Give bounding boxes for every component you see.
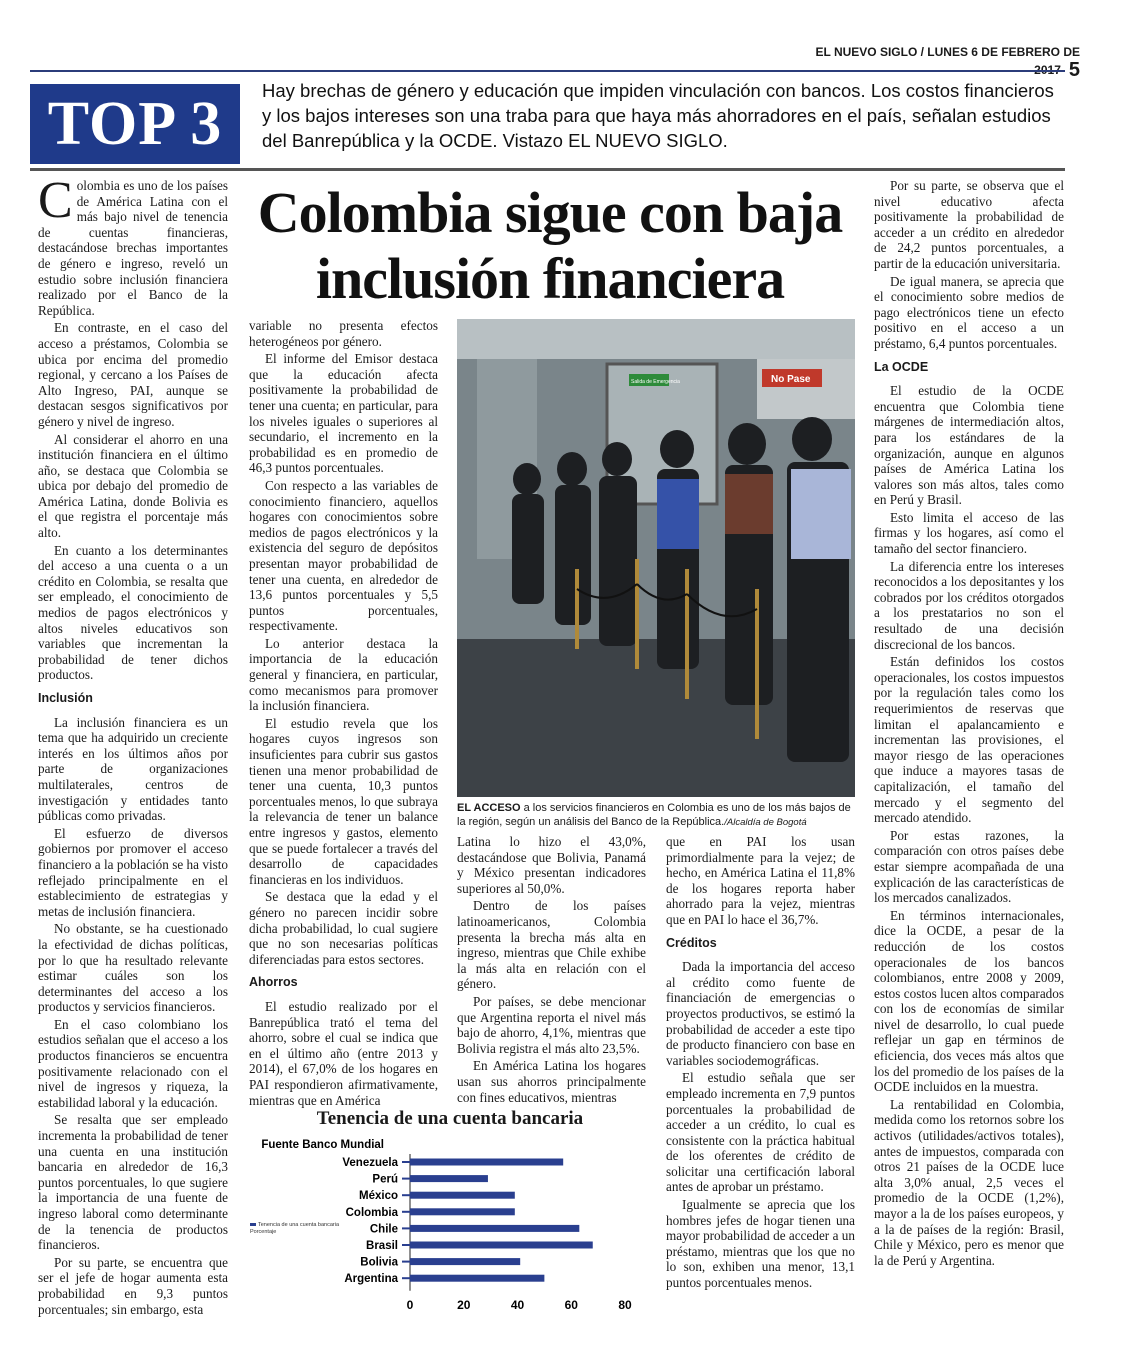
chart-title: Tenencia de una cuenta bancaria (316, 1108, 584, 1129)
bar (410, 1275, 544, 1282)
caption-text: a los servicios financieros en Colombia es uno de los más bajos de la región, según un análisis del Banco de la República. (457, 802, 851, 828)
chart (250, 1130, 642, 1320)
paragraph: Por su parte, se encuentra que ser el jefe de hogar aumenta esta probabilidad en 9,3 puntos porcentuales; sin embargo, esta (38, 1254, 228, 1317)
chart-legend (250, 1222, 342, 1246)
paragraph: En cuanto a los determinantes del acceso a una cuenta o a un crédito en Colombia, se resalta que ser empleado, el conocimiento de medios de pagos electrónicos y altos niveles educativos son variables que incrementan la probabilidad de tener dichos productos. (38, 542, 228, 683)
bar (410, 1225, 579, 1232)
column-3 (457, 834, 646, 1107)
paragraph: No obstante, se ha cuestionado la efectividad de dichas políticas, por lo que ha resultado relevante estimar cuáles son los determinantes del acceso a los productos y servicios financieros. (38, 921, 228, 1015)
paragraph: En el caso colombiano los estudios señalan que el acceso a los productos financieros se encuentra positivamente relacionado con el nivel de ingresos y riqueza, la estabilidad laboral y la educación. (38, 1016, 228, 1110)
legend-text: Tenencia de una cuenta bancaria Porcentaje (250, 1222, 340, 1235)
paragraph: Con respecto a las variables de conocimiento financiero, aquellos hogares con conocimientos sobre medios de pagos electrónicos y la existencia del seguro de depósitos presentan mayor probabilidad de tener una cuenta, en alrededor de 13,6 puntos porcentuales y 5,5 puntos porcentuales, respectivamente. (249, 477, 438, 634)
drop-cap: C (38, 172, 73, 229)
category-label: Chile (369, 1223, 398, 1236)
category-label: Perú (372, 1173, 398, 1186)
x-tick-label: 0 (406, 1297, 414, 1312)
column-2 (249, 318, 438, 1110)
paragraph: Latina lo hizo el 43,0%, destacándose que Bolivia, Panamá y México presentan indicadores superiores al 50,0%. (457, 834, 646, 896)
photo-caption (457, 801, 857, 830)
legend-swatch (250, 1223, 256, 1226)
paragraph: Se destaca que la edad y el género no parecen incidir sobre dicha probabilidad, lo cual sugiere que no son necesarias políticas diferenciadas para estos sectores. (249, 889, 438, 967)
paragraph: En términos internacionales, dice la OCDE, a pesar de la reducción de los costos operacionales de los bancos colombianos, entre 2008 y 2009, estos costos lucen altos comparados con los de economías de similar nivel de desarrollo, lo cual puede reflejar un gap en términos de eficiencia, dos veces más altos que los del promedio de los países de la OCDE incluidos en la muestra. (874, 907, 1064, 1095)
bar (410, 1192, 515, 1199)
bar (410, 1258, 520, 1265)
paragraph: El estudio señala que ser empleado incrementa en 7,9 puntos porcentuales la probabilidad de acceder a un crédito, lo cual es consistente con la práctica habitual de los oferentes de crédito de solicitar una certificación laboral antes de aprobar un préstamo. (666, 1070, 855, 1195)
paragraph: Igualmente se aprecia que los hombres jefes de hogar tienen una mayor probabilidad de acceder a un préstamo, mientras que los que no lo son, exhiben una menor, 13,1 puntos porcentuales menos. (666, 1197, 855, 1291)
paragraph: olombia es uno de los países de América Latina con el más bajo nivel de tenencia de cuentas financieras, destacándose brechas importantes de género e ingreso, reveló un estudio sobre inclusión financiera realizado por el Banco de la República. (38, 178, 228, 318)
masthead-paper: EL NUEVO SIGLO / LUNES 6 DE FEBRERO DE (815, 45, 1080, 59)
bar (410, 1175, 488, 1182)
subheading: Créditos (666, 935, 717, 950)
paragraph: que en PAI los usan primordialmente para la vejez; de hecho, en América Latina el 11,8% de los hogares reporta haber ahorrado para la vejez, mientras que en PAI lo hace el 36,7%. (666, 834, 855, 927)
caption-lead: EL ACCESO (457, 802, 521, 814)
chart-source: Fuente Banco Mundial (261, 1139, 384, 1151)
section-label: TOP 3 (30, 84, 240, 164)
paragraph: El estudio de la OCDE encuentra que Colombia tiene márgenes de intermediación altos, para los estándares de la organización, aunque en algunos países de América Latina los valores son más altos, tales como en Perú y Brasil. (874, 383, 1064, 508)
subheading: Inclusión (38, 691, 93, 705)
paragraph: El estudio realizado por el Banrepública trató el tema del ahorro, sobre el cual se indica que en el último año (entre 2013 y 2014), el 67,0% de los hogares en PAI respondieron afirmativamente, mientras que en América (249, 998, 438, 1108)
bar (410, 1159, 563, 1166)
paragraph: La diferencia entre los intereses reconocidos a los depositantes y los cobrados por los créditos otorgados a los prestatarios no son el resultado de una decisión discrecional de los bancos. (874, 558, 1064, 652)
category-label: México (359, 1190, 398, 1203)
paragraph: Dentro de los países latinoamericanos, Colombia presenta la brecha más alta en ingreso, mientras que Chile exhibe la más alta en relación con el género. (457, 898, 646, 992)
paragraph: Están definidos los costos operacionales, los costos impuestos por la regulación tales como los requerimientos de reservas que limitan el apalancamiento e incrementan las provisiones, el mayor riesgo de las operaciones que induce a mayores tasas de capitalización, el tamaño del mercado y el segmento del mercado atendido. (874, 654, 1064, 826)
page-number: 5 (1068, 59, 1080, 81)
masthead (780, 45, 1080, 82)
bar (410, 1242, 593, 1249)
exit-sign-text: Salida de Emergencia (631, 379, 680, 385)
x-tick-label: 40 (510, 1297, 525, 1312)
category-label: Venezuela (342, 1157, 398, 1169)
x-tick-label: 60 (564, 1297, 578, 1312)
photo (457, 319, 855, 797)
x-tick-label: 80 (618, 1297, 632, 1312)
paragraph: Lo anterior destaca la importancia de la educación general y financiera, en particular, como mecanismos para promover la inclusión financiera. (249, 635, 438, 714)
lede: Hay brechas de género y educación que impiden vinculación con bancos. Los costos financieros y los bajos intereses son una traba para que haya más ahorradores en el país, señalan estudios del Banrepública y la OCDE. Vistazo EL NUEVO SIGLO. (262, 80, 1054, 151)
category-label: Bolivia (360, 1256, 398, 1269)
bar-chart (250, 1130, 642, 1320)
paragraph: Dada la importancia del acceso al crédito como fuente de financiación de emergencias o proyectos productivos, se estimó la probabilidad de acceder a este tipo de producto financiero con base en variables sociodemográficas. (666, 959, 855, 1068)
bar (410, 1208, 515, 1215)
paragraph: El esfuerzo de diversos gobiernos por promover el acceso financiero a la población se ha visto reflejado principalmente en el establecimiento de estrategias y metas de inclusión financiera. (38, 825, 228, 919)
paragraph: En América Latina los hogares usan sus ahorros principalmente con fines educativos, mientras (457, 1058, 646, 1105)
category-label: Brasil (366, 1240, 398, 1252)
paragraph: Por países, se debe mencionar que Argentina reporta el nivel más bajo de ahorro, 4,1%, mientras que Bolivia registra el más alto 23,5%. (457, 993, 646, 1056)
column-5 (874, 178, 1064, 1270)
subheading: Ahorros (249, 975, 298, 990)
caption-credit: /Alcaldía de Bogotá (724, 817, 807, 828)
headline: Colombia sigue con baja inclusión financiera (257, 180, 843, 311)
column-1 (38, 172, 228, 1319)
no-pass-sign-text: No Pase (771, 374, 811, 385)
queue-photo-illustration (457, 319, 855, 797)
top-rule (30, 70, 1065, 72)
paragraph: De igual manera, se aprecia que el conocimiento sobre medios de pago electrónicos tiene un efecto positivo en el acceso a un préstamo, 6,4 puntos porcentuales. (874, 273, 1064, 351)
paragraph: Esto limita el acceso de las firmas y los hogares, así como el tamaño del sector financiero. (874, 509, 1064, 557)
paragraph: La rentabilidad en Colombia, medida como los retornos sobre los activos (utilidades/activos totales), antes de impuestos, comparada con otros 21 países de la OCDE luce alta 3,0% anual, 2,5 veces el promedio de la OCDE (1,2%), mayor a la de los países europeos, y a la de países de la región: Brasil, Chile y México, pero es menor que la de Perú y Argentina. (874, 1096, 1064, 1268)
paragraph: Se resalta que ser empleado incrementa la probabilidad de tener una cuenta en una institución bancaria en alrededor de 16,3 puntos porcentuales, lo que sugiere la importancia de una fuente de ingreso laboral como determinante de la tenencia de productos financieros. (38, 1112, 228, 1253)
paragraph: variable no presenta efectos heterogéneos por género. (249, 318, 438, 349)
paragraph: Por estas razones, la comparación con otros países debe estar siempre acompañada de una explicación de las características de los mercados canalizados. (874, 827, 1064, 906)
paragraph: La inclusión financiera es un tema que ha adquirido un creciente interés en los últimos años por parte de organizaciones multilaterales, centros de investigación y entidades tanto públicas como privadas. (38, 714, 228, 824)
section-rule (30, 168, 1065, 171)
paragraph: Al considerar el ahorro en una institución financiera en el último año, se destaca que Colombia se ubica por debajo del promedio de América Latina, donde Bolivia es el que registra el porcentaje más alto. (38, 431, 228, 541)
paragraph: El estudio revela que los hogares cuyos ingresos son insuficientes para cubrir sus gastos tienen una menor probabilidad de tener una cuenta, 10,3 puntos porcentuales menos, lo que subraya la relevancia de tener un balance entre ingresos y gastos, elemento que se puede fortalecer a través del desarrollo de capacidades financieras en los individuos. (249, 715, 438, 887)
category-label: Argentina (344, 1273, 398, 1286)
category-label: Colombia (345, 1206, 398, 1219)
subheading: La OCDE (874, 359, 929, 374)
paragraph: El informe del Emisor destaca que la educación afecta positivamente la probabilidad de tener una cuenta; en particular, para los niveles iguales o superiores al secundario, el incremento en la probabilidad es en promedio de 46,3 puntos porcentuales. (249, 351, 438, 476)
x-tick-label: 20 (457, 1297, 471, 1312)
paragraph: Por su parte, se observa que el nivel educativo afecta positivamente la probabilidad de acceder a un crédito en alrededor de 24,2 puntos porcentuales, a partir de la educación universitaria. (874, 178, 1064, 271)
column-4 (666, 834, 855, 1293)
paragraph: En contraste, en el caso del acceso a préstamos, Colombia se ubica por encima del promedio regional, y cercano a los Países de Alto Ingreso, PAI, aunque se destacan sesgos significativos por género y nivel de ingreso. (38, 320, 228, 429)
